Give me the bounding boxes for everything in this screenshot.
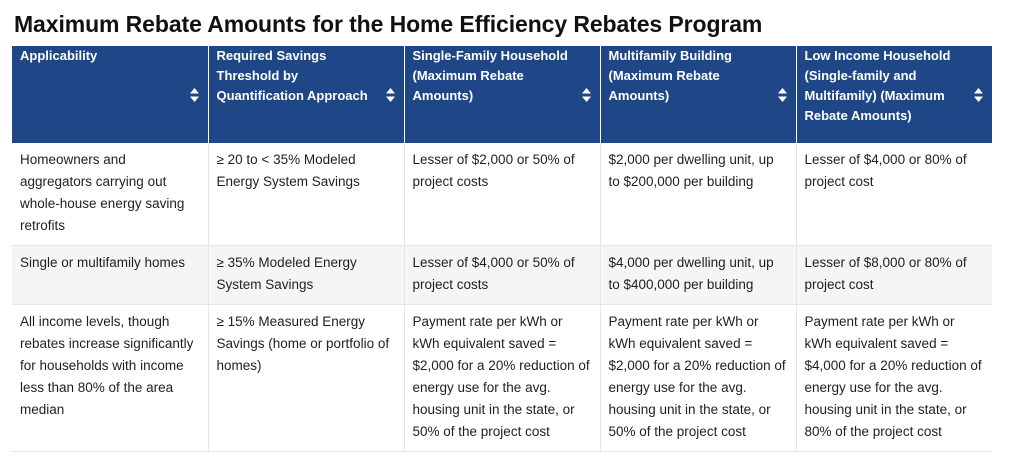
column-header-single-family[interactable] — [404, 46, 600, 143]
table-cell: Lesser of $8,000 or 80% of project cost — [796, 246, 992, 305]
table-cell: Payment rate per kWh or kWh equivalent saved = $4,000 for a 20% reduction of energy use for the avg. housing unit in the state, or 80% of the project cost — [796, 305, 992, 452]
column-header-savings-threshold[interactable] — [208, 46, 404, 143]
column-header-label: Low Income Household (Single-family and Multifamily) (Maximum Rebate Amounts) — [804, 48, 951, 123]
column-header-label: Applicability — [20, 48, 98, 63]
table-cell: Lesser of $4,000 or 80% of project cost — [796, 143, 992, 246]
table-cell: All income levels, though rebates increase significantly for households with income less than 80% of the area median — [12, 305, 208, 452]
table-body — [12, 143, 992, 452]
column-header-low-income[interactable] — [796, 46, 992, 143]
table-row — [12, 246, 992, 305]
table-cell: Lesser of $2,000 or 50% of project costs — [404, 143, 600, 246]
table-cell: $2,000 per dwelling unit, up to $200,000 per building — [600, 143, 796, 246]
header-row — [12, 46, 992, 143]
table-cell: ≥ 15% Measured Energy Savings (home or portfolio of homes) — [208, 305, 404, 452]
column-header-label: Single-Family Household (Maximum Rebate Amounts) — [412, 48, 568, 103]
table-header — [12, 46, 992, 143]
table-cell: Payment rate per kWh or kWh equivalent saved = $2,000 for a 20% reduction of energy use for the avg. housing unit in the state, or 50% of the project cost — [600, 305, 796, 452]
table-cell: ≥ 35% Modeled Energy System Savings — [208, 246, 404, 305]
column-header-label: Multifamily Building (Maximum Rebate Amounts) — [608, 48, 732, 103]
table-cell: Single or multifamily homes — [12, 246, 208, 305]
column-header-label: Required Savings Threshold by Quantification Approach — [216, 48, 368, 103]
table-cell: Lesser of $4,000 or 50% of project costs — [404, 246, 600, 305]
sort-icon[interactable] — [582, 88, 591, 102]
table-row — [12, 305, 992, 452]
table-cell: Payment rate per kWh or kWh equivalent saved = $2,000 for a 20% reduction of energy use for the avg. housing unit in the state, or 50% of the project cost — [404, 305, 600, 452]
table-cell: ≥ 20 to < 35% Modeled Energy System Savings — [208, 143, 404, 246]
table-cell: Homeowners and aggregators carrying out whole-house energy saving retrofits — [12, 143, 208, 246]
column-header-multifamily[interactable] — [600, 46, 796, 143]
sort-icon[interactable] — [778, 88, 787, 102]
sort-icon[interactable] — [974, 88, 983, 102]
table-row — [12, 143, 992, 246]
sort-icon[interactable] — [190, 88, 199, 102]
rebate-table — [12, 46, 992, 452]
column-header-applicability[interactable] — [12, 46, 208, 143]
page-title: Maximum Rebate Amounts for the Home Efficiency Rebates Program — [14, 11, 763, 37]
sort-icon[interactable] — [386, 88, 395, 102]
table-cell: $4,000 per dwelling unit, up to $400,000 per building — [600, 246, 796, 305]
